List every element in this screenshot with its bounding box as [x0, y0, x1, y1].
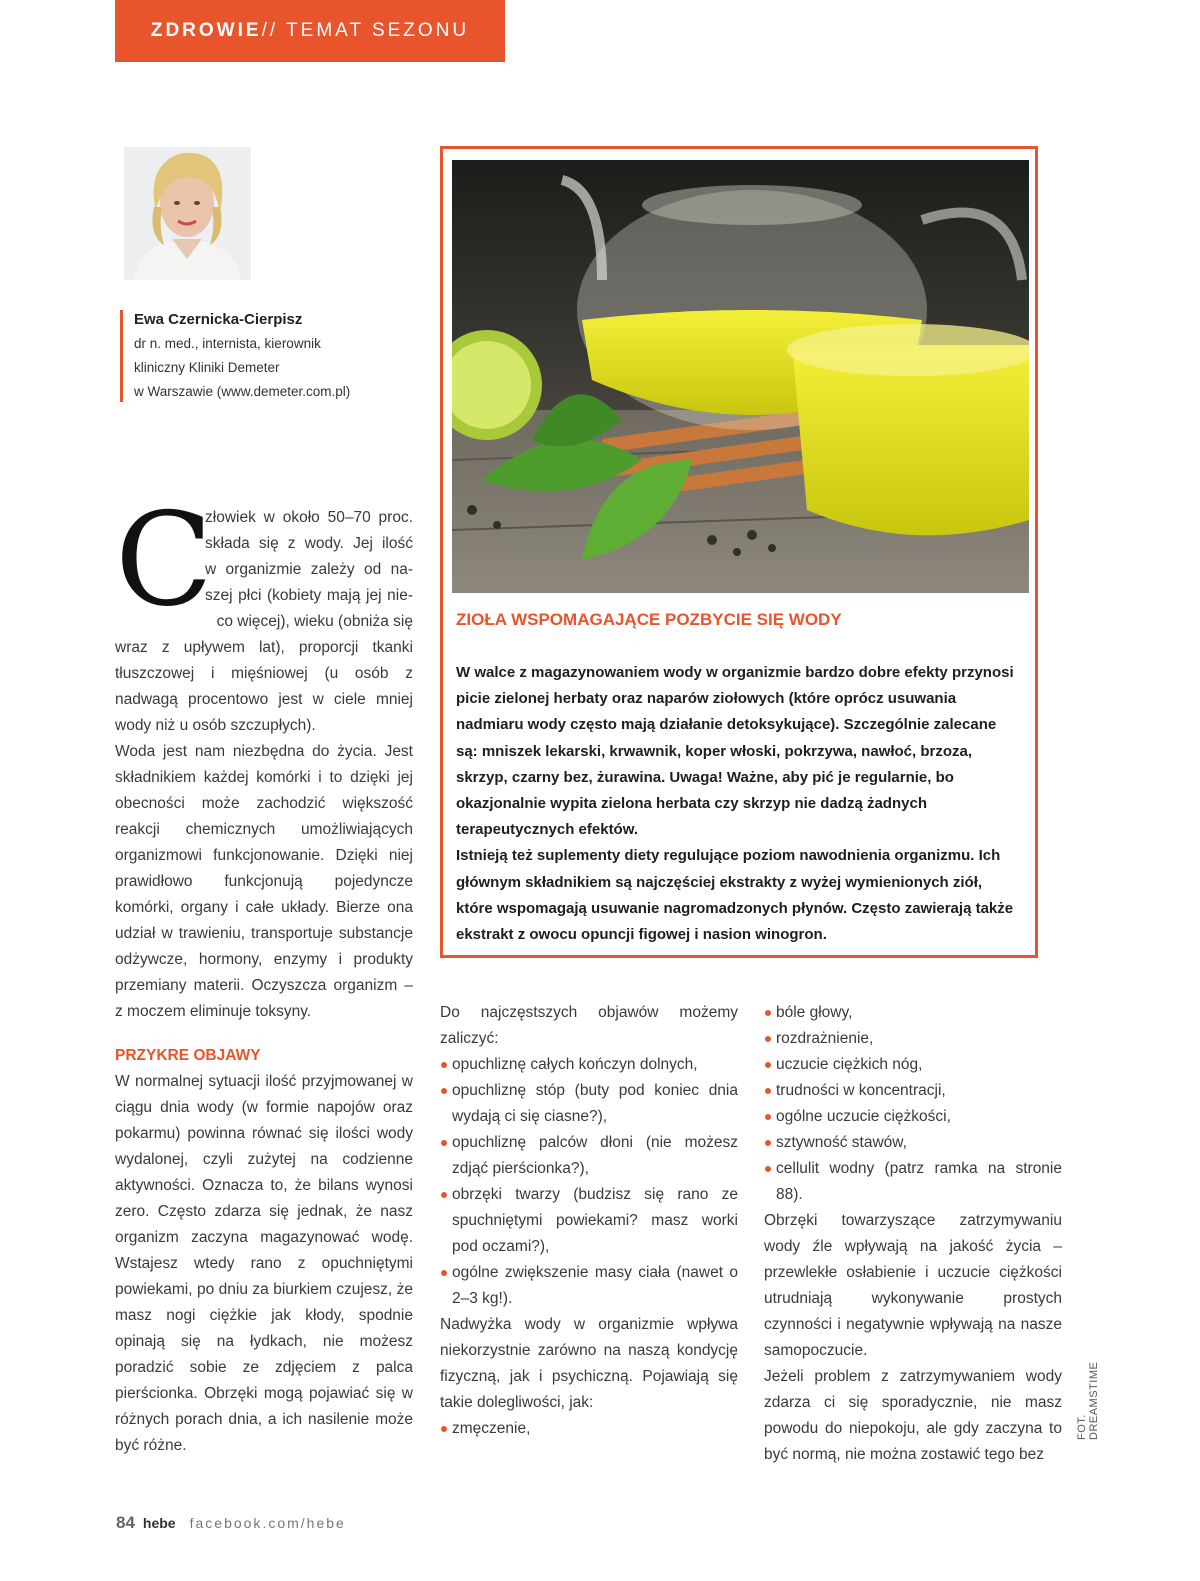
portrait-illustration	[124, 147, 251, 280]
sidebar-box-body	[456, 660, 1022, 948]
photo-credit: FOT. DREAMSTIME	[1076, 1361, 1100, 1440]
tea-illustration	[452, 160, 1029, 593]
subheading-przykre-objawy: PRZYKRE OBJAWY	[115, 1047, 261, 1064]
magazine-logo: hebe	[142, 1515, 176, 1531]
list-item: opuchliznę palców dłoni (nie możesz zdjąć pierścionka?),	[440, 1130, 738, 1182]
author-name: Ewa Czernicka-Cierpisz	[134, 311, 303, 328]
list-item: uczucie ciężkich nóg,	[764, 1052, 1062, 1078]
list-item: obrzęki twarzy (budzisz się rano ze spuchniętymi powiekami? masz worki pod oczami?),	[440, 1182, 738, 1260]
author-description	[134, 332, 424, 404]
drop-lines	[205, 505, 413, 635]
drop-cap: C	[115, 486, 213, 635]
symptoms-intro: Do najczęstszych objawów możemy zaliczyć:	[440, 1004, 738, 1047]
quality-of-life-paragraph: Obrzęki towarzyszące zatrzymywaniu wody źle wpływają na jakość życia – przewlekłe osłabienie i uczucie ciężkości utrudniają wykonywanie prostych czynności i negatywnie wpływają na nasze samopoczucie.	[764, 1212, 1062, 1359]
article-column-middle	[440, 1000, 738, 1442]
author-info	[120, 310, 424, 402]
section-tab	[115, 0, 505, 62]
list-item: ogólne zwiększenie masy ciała (nawet o 2–3 kg!).	[440, 1260, 738, 1312]
sidebar-paragraph-herbs: W walce z magazynowaniem wody w organizmie bardzo dobre efekty przynosi picie zielonej herbaty oraz naparów ziołowych (które oprócz usuwania nadmiaru wody często mają działanie detoksykujące). Szczególnie zalecane są: mniszek lekarski, krwawnik, koper włoski, pokrzywa, nawłoć, brzoza, skrzyp, czarny bez, żurawina. Uwaga! Ważne, aby pić je regularnie, bo okazjonalnie wypita zielona herbata czy skrzyp nie dadzą żadnych terapeutycznych efektów.	[456, 664, 1014, 839]
intro-line: w organizmie zależy od na-	[205, 561, 413, 578]
sporadic-problem-paragraph: Jeżeli problem z zatrzymywaniem wody zdarza ci się sporadycznie, nie masz powodu do niepokoju, ale gdy zaczyna to być normą, nie można zostawić tego bez	[764, 1368, 1062, 1463]
paragraph-water-role: Woda jest nam niezbędna do życia. Jest składnikiem każdej komórki i to dzięki jej obecności może zachodzić większość reakcji chemicznych umożliwiających organizmowi funkcjonowanie. Dzięki niej prawidłowo funkcjonują pojedyncze komórki, organy i całe układy. Bierze ona udział w trawieniu, transportuje substancje odżywcze, hormony, enzymy i produkty przemiany materii. Oczyszcza organizm – z moczem eliminuje toksyny.	[115, 743, 413, 1020]
facebook-link[interactable]: facebook.com/hebe	[189, 1515, 346, 1531]
section-subtitle: // TEMAT SEZONU	[261, 20, 470, 41]
sidebar-paragraph-supplements: Istnieją też suplementy diety regulujące poziom nawodnienia organizmu. Ich głównym składnikiem są najczęściej ekstrakty z wyżej wymienionych ziół, które wspomagają usuwanie nagromadzonych płynów. Często zawierają także ekstrakt z owocu opuncji figowej i nasion winogron.	[456, 847, 1014, 944]
author-portrait	[124, 147, 251, 280]
list-item: trudności w koncentracji,	[764, 1078, 1062, 1104]
intro-paragraph-rest: wraz z upływem lat), proporcji tkanki tłuszczowej i mięśniowej (u osób z nadwagą procentowo jest w ciele mniej wody niż u osób szczupłych).	[115, 639, 413, 734]
list-item: bóle głowy,	[764, 1000, 1062, 1026]
page-footer	[116, 1513, 346, 1537]
list-item: ogólne uczucie ciężkości,	[764, 1104, 1062, 1130]
intro-line: składa się z wody. Jej ilość	[205, 535, 413, 552]
list-item: cellulit wodny (patrz ramka na stronie 88).	[764, 1156, 1062, 1208]
author-desc-line: w Warszawie (www.demeter.com.pl)	[134, 384, 351, 399]
intro-line: szej płci (kobiety mają jej nie-	[205, 587, 413, 604]
paragraph-symptoms: W normalnej sytuacji ilość przyjmowanej w ciągu dnia wody (w formie napojów oraz pokarmu) powinna równać się ilości wody wydalonej, czyli zużytej na codzienne aktywności. Oznacza to, że bilans wynosi zero. Często zdarza się jednak, że nasz organizm zaczyna magazynować wodę. Wstajesz wtedy rano z opuchniętymi powiekami, po dniu za biurkiem czujesz, że masz nogi ciężkie jak kłody, spodnie opinają się na łydkach, nie możesz poradzić sobie ze zdjęciem z palca pierścionka. Obrzęki mogą pojawiać się w różnych porach dnia, a ich nasilenie może być różne.	[115, 1073, 413, 1454]
author-desc-line: dr n. med., internista, kierownik	[134, 336, 321, 351]
section-name: ZDROWIE	[150, 20, 262, 41]
article-column-right	[764, 1000, 1062, 1468]
page-number: 84	[116, 1513, 135, 1532]
excess-water-paragraph: Nadwyżka wody w organizmie wpływa niekorzystnie zarówno na naszą kondycję fizyczną, jak i psychiczną. Pojawiają się takie dolegliwości, jak:	[440, 1316, 738, 1411]
author-desc-line: kliniczny Kliniki Demeter	[134, 360, 280, 375]
symptom-list	[440, 1052, 738, 1312]
article-column-left	[115, 486, 413, 1459]
intro-dropcap-block	[115, 486, 413, 635]
list-item: rozdrażnienie,	[764, 1026, 1062, 1052]
ailment-list-continued	[764, 1000, 1062, 1208]
tea-photo	[452, 160, 1029, 593]
intro-line: złowiek w około 50–70 proc.	[205, 509, 413, 526]
intro-line: co więcej), wieku (obniża się	[216, 613, 413, 630]
sidebar-box-title: ZIOŁA WSPOMAGAJĄCE POZBYCIE SIĘ WODY	[456, 610, 842, 629]
list-item: sztywność stawów,	[764, 1130, 1062, 1156]
ailment-list	[440, 1416, 738, 1442]
list-item: zmęczenie,	[440, 1416, 738, 1442]
list-item: opuchliznę stóp (buty pod koniec dnia wydają ci się ciasne?),	[440, 1078, 738, 1130]
list-item: opuchliznę całych kończyn dolnych,	[440, 1052, 738, 1078]
